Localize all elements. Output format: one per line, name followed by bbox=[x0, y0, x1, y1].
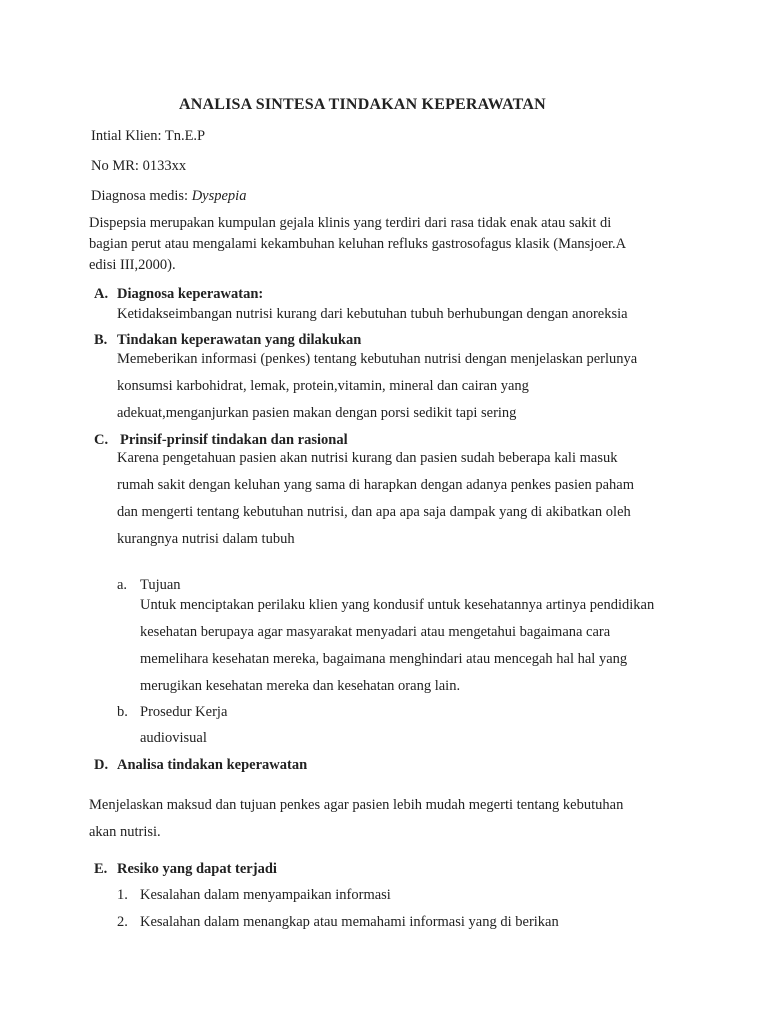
section-b-heading: Tindakan keperawatan yang dilakukan bbox=[117, 332, 362, 348]
sub-a-marker: a. bbox=[117, 577, 128, 593]
document-title: ANALISA SINTESA TINDAKAN KEPERAWATAN bbox=[179, 96, 546, 113]
section-d-line: akan nutrisi. bbox=[89, 824, 161, 840]
initial-client: Intial Klien: Tn.E.P bbox=[91, 128, 206, 144]
sub-a-heading: Tujuan bbox=[140, 577, 181, 593]
risk-item-marker: 2. bbox=[117, 914, 128, 930]
section-c-line: kurangnya nutrisi dalam tubuh bbox=[117, 531, 295, 547]
sub-b-heading: Prosedur Kerja bbox=[140, 704, 228, 720]
diagnosis-value: Dyspepia bbox=[191, 188, 247, 204]
intro-line: bagian perut atau mengalami kekambuhan keluhan refluks gastrosofagus klasik (Mansjoer.A bbox=[89, 236, 627, 252]
section-e-marker: E. bbox=[94, 861, 108, 877]
section-a-heading: Diagnosa keperawatan: bbox=[117, 286, 264, 302]
section-d-line: Menjelaskan maksud dan tujuan penkes agar pasien lebih mudah megerti tentang kebutuhan bbox=[89, 797, 624, 813]
section-e-heading: Resiko yang dapat terjadi bbox=[117, 861, 277, 877]
section-c-line: dan mengerti tentang kebutuhan nutrisi, dan apa apa saja dampak yang di akibatkan oleh bbox=[117, 504, 631, 520]
sub-a-line: Untuk menciptakan perilaku klien yang kondusif untuk kesehatannya artinya pendidikan bbox=[140, 597, 655, 613]
sub-a-line: memelihara kesehatan mereka, bagaimana menghindari atau mencegah hal hal yang bbox=[140, 651, 628, 667]
intro-line: edisi III,2000). bbox=[89, 257, 176, 273]
intro-line: Dispepsia merupakan kumpulan gejala klinis yang terdiri dari rasa tidak enak atau sakit di bbox=[89, 215, 612, 231]
section-b-line: konsumsi karbohidrat, lemak, protein,vitamin, mineral dan cairan yang bbox=[117, 378, 529, 394]
section-b-line: adekuat,menganjurkan pasien makan dengan porsi sedikit tapi sering bbox=[117, 405, 517, 421]
section-c-marker: C. bbox=[94, 432, 109, 448]
section-c-heading: Prinsif-prinsif tindakan dan rasional bbox=[120, 432, 348, 448]
diagnosis-label: Diagnosa medis: bbox=[91, 188, 192, 204]
section-d-heading: Analisa tindakan keperawatan bbox=[117, 757, 308, 773]
sub-a-line: merugikan kesehatan mereka dan kesehatan orang lain. bbox=[140, 678, 461, 694]
sub-a-line: kesehatan berupaya agar masyarakat menyadari atau mengetahui bagaimana cara bbox=[140, 624, 611, 640]
section-c-line: rumah sakit dengan keluhan yang sama di harapkan dengan adanya penkes pasien paham bbox=[117, 477, 634, 493]
risk-item-text: Kesalahan dalam menyampaikan informasi bbox=[140, 887, 391, 903]
medical-record-number: No MR: 0133xx bbox=[91, 158, 187, 174]
section-b-line: Memeberikan informasi (penkes) tentang kebutuhan nutrisi dengan menjelaskan perlunya bbox=[117, 351, 638, 367]
sub-b-marker: b. bbox=[117, 704, 128, 720]
section-c-line: Karena pengetahuan pasien akan nutrisi kurang dan pasien sudah beberapa kali masuk bbox=[117, 450, 618, 466]
section-d-marker: D. bbox=[94, 757, 109, 773]
section-a-marker: A. bbox=[94, 286, 109, 302]
risk-item-text: Kesalahan dalam menangkap atau memahami informasi yang di berikan bbox=[140, 914, 559, 930]
medical-diagnosis bbox=[91, 187, 246, 205]
section-b-marker: B. bbox=[94, 332, 108, 348]
sub-b-text: audiovisual bbox=[140, 730, 207, 746]
risk-item-marker: 1. bbox=[117, 887, 128, 903]
section-a-text: Ketidakseimbangan nutrisi kurang dari kebutuhan tubuh berhubungan dengan anoreksia bbox=[117, 306, 628, 322]
